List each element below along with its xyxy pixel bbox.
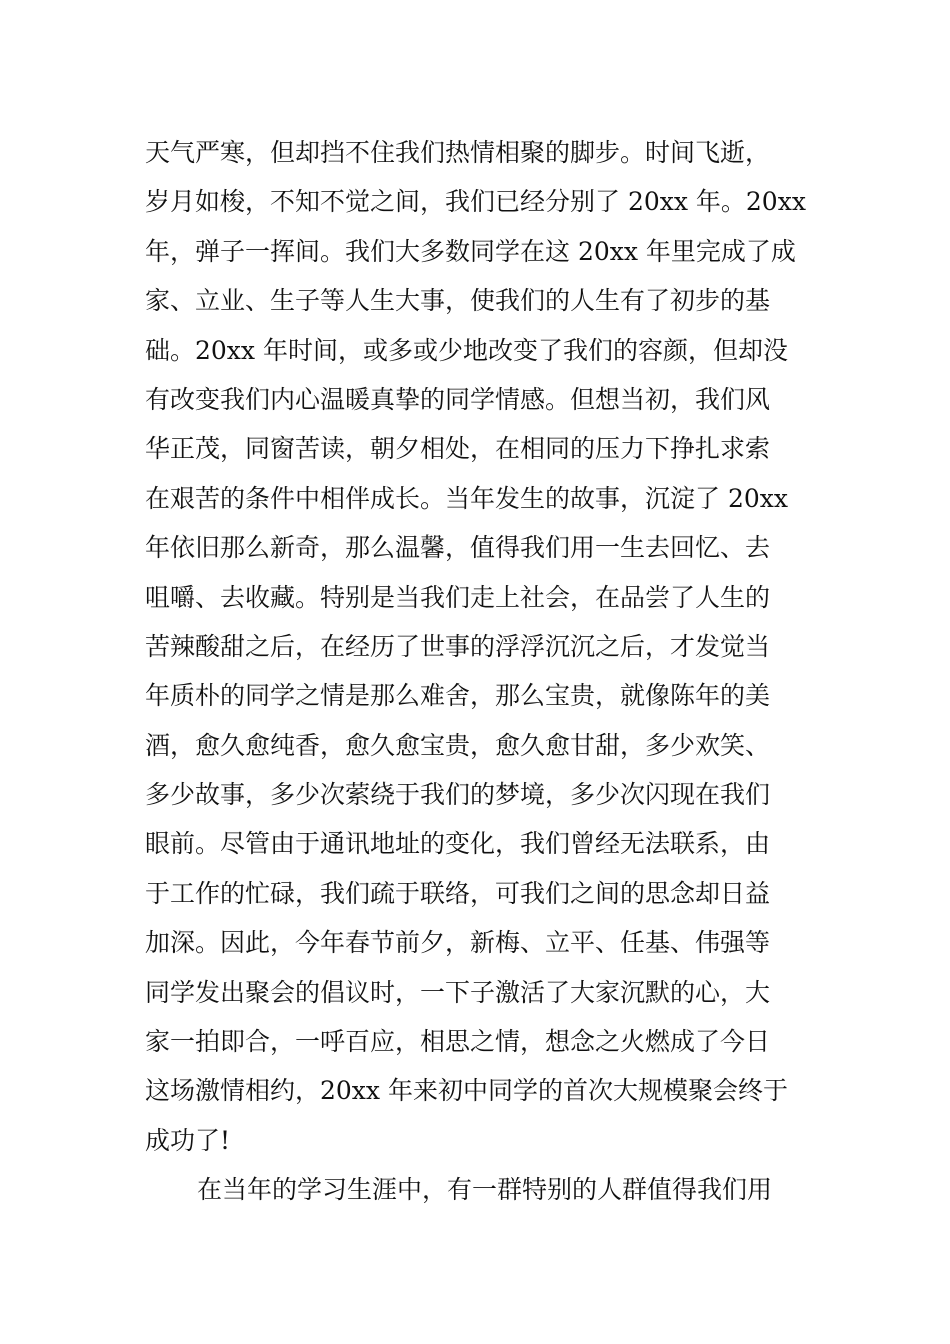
text-line: 同学发出聚会的倡议时，一下子激活了大家沉默的心，大 <box>145 977 771 1007</box>
text-line: 年，弹子一挥间。我们大多数同学在这 20xx 年里完成了成 <box>145 236 796 266</box>
text-line: 岁月如梭，不知不觉之间，我们已经分别了 20xx 年。20xx <box>145 187 806 217</box>
text-line: 家、立业、生子等人生大事，使我们的人生有了初步的基 <box>145 286 771 316</box>
text-line: 年依旧那么新奇，那么温馨，值得我们用一生去回忆、去 <box>145 533 771 563</box>
text-line: 础。20xx 年时间，或多或少地改变了我们的容颜，但却没 <box>145 335 788 365</box>
text-line: 多少故事，多少次萦绕于我们的梦境，多少次闪现在我们 <box>145 780 771 810</box>
text-line: 苦辣酸甜之后，在经历了世事的浮浮沉沉之后，才发觉当 <box>145 631 771 661</box>
text-line: 天气严寒，但却挡不住我们热情相聚的脚步。时间飞逝， <box>145 138 771 167</box>
text-line: 在艰苦的条件中相伴成长。当年发生的故事，沉淀了 20xx <box>145 483 788 513</box>
text-line: 成功了! <box>145 1125 231 1155</box>
text-line: 于工作的忙碌，我们疏于联络，可我们之间的思念却日益 <box>145 878 771 908</box>
text-line: 家一拍即合，一呼百应，相思之情，想念之火燃成了今日 <box>145 1027 771 1057</box>
text-line: 年质朴的同学之情是那么难舍，那么宝贵，就像陈年的美 <box>145 681 771 711</box>
paragraph-start-line: 在当年的学习生涯中，有一群特别的人群值得我们用 <box>197 1175 773 1205</box>
body-text <box>145 128 815 1215</box>
text-line: 有改变我们内心温暖真挚的同学情感。但想当初，我们风 <box>145 384 771 414</box>
text-line: 眼前。尽管由于通讯地址的变化，我们曾经无法联系，由 <box>145 829 771 859</box>
text-line: 加深。因此，今年春节前夕，新梅、立平、任基、伟强等 <box>145 928 771 958</box>
text-line: 这场激情相约，20xx 年来初中同学的首次大规模聚会终于 <box>145 1076 788 1106</box>
text-line: 酒，愈久愈纯香，愈久愈宝贵，愈久愈甘甜，多少欢笑、 <box>145 730 771 760</box>
text-line: 咀嚼、去收藏。特别是当我们走上社会，在品尝了人生的 <box>145 582 771 612</box>
text-line: 华正茂，同窗苦读，朝夕相处，在相同的压力下挣扎求索 <box>145 434 771 464</box>
